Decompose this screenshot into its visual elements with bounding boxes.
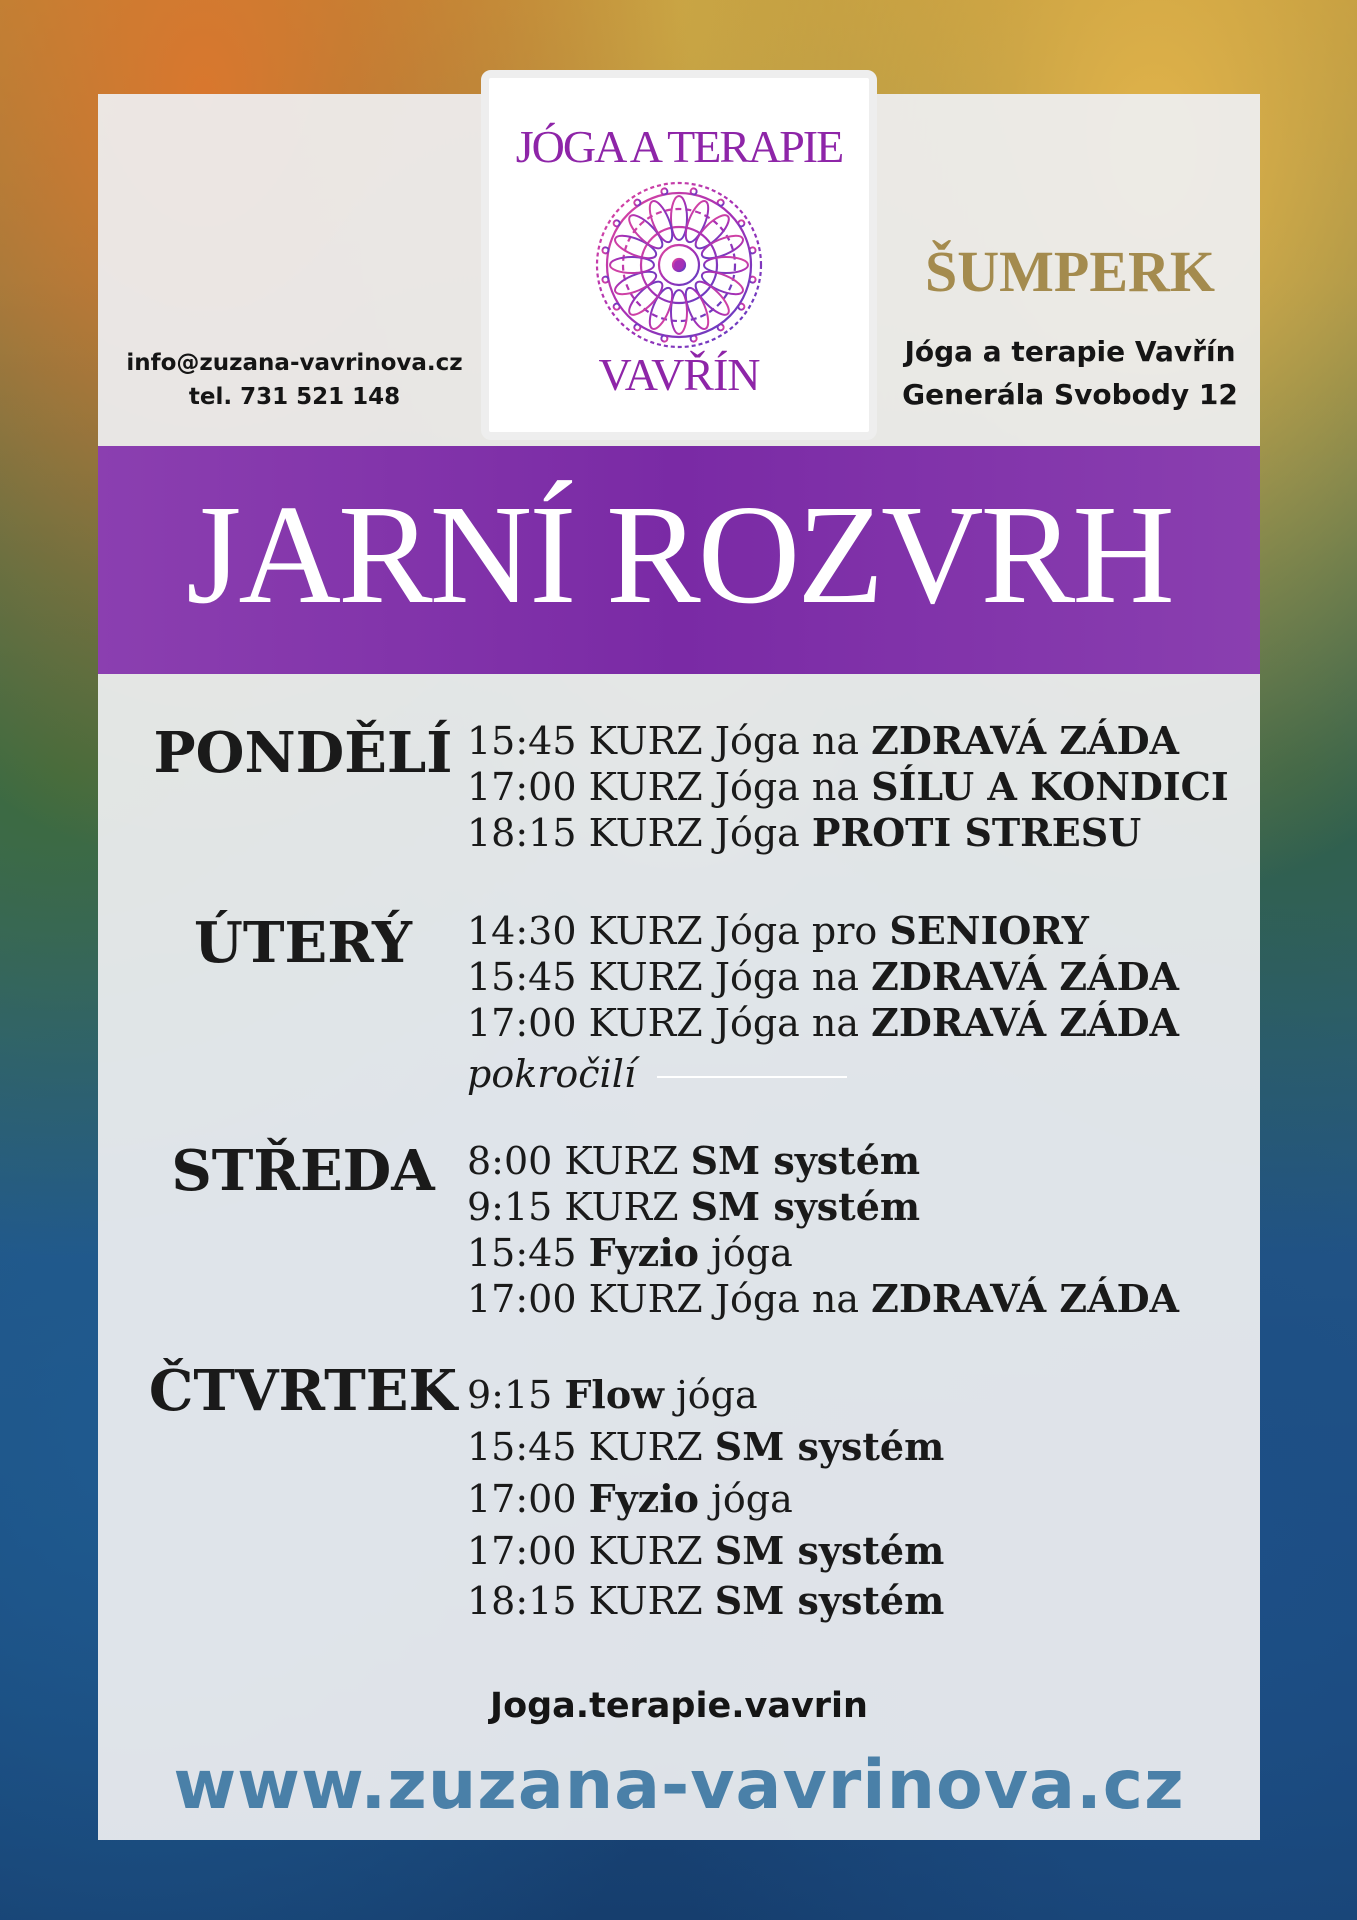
mandala-icon bbox=[592, 178, 766, 352]
day-classes-wednesday bbox=[467, 1138, 1179, 1322]
class-line: 17:00 Fyzio jóga bbox=[467, 1476, 793, 1521]
logo-title: JÓGA A TERAPIE bbox=[515, 121, 843, 172]
class-line: 15:45 KURZ SM systém bbox=[467, 1424, 945, 1469]
day-label-tuesday: ÚTERÝ bbox=[194, 910, 412, 976]
studio-address-block bbox=[870, 330, 1270, 416]
class-line: 17:00 KURZ Jóga na ZDRAVÁ ZÁDA bbox=[467, 1276, 1180, 1321]
class-line: 17:00 KURZ SM systém bbox=[467, 1528, 945, 1573]
studio-name: Jóga a terapie Vavřín bbox=[904, 335, 1236, 368]
class-line: 18:15 KURZ SM systém bbox=[467, 1578, 945, 1623]
class-line: 18:15 KURZ Jóga PROTI STRESU bbox=[467, 810, 1142, 855]
day-classes-monday bbox=[467, 718, 1229, 856]
studio-address: Generála Svobody 12 bbox=[902, 378, 1238, 411]
website-link[interactable]: www.zuzana-vavrinova.cz bbox=[173, 1746, 1185, 1825]
class-note: pokročilí bbox=[467, 1046, 1179, 1096]
class-line: 9:15 KURZ SM systém bbox=[467, 1184, 921, 1229]
class-line: 9:15 Flow jóga bbox=[467, 1372, 758, 1417]
city-name: ŠUMPERK bbox=[925, 239, 1215, 304]
logo-subtitle: VAVŘÍN bbox=[598, 349, 760, 400]
logo bbox=[481, 70, 877, 440]
divider bbox=[657, 1076, 847, 1078]
class-line: 15:45 Fyzio jóga bbox=[467, 1230, 793, 1275]
instagram-handle[interactable]: Joga.terapie.vavrin bbox=[490, 1686, 868, 1726]
class-line: 15:45 KURZ Jóga na ZDRAVÁ ZÁDA bbox=[467, 718, 1180, 763]
day-classes-tuesday bbox=[467, 908, 1179, 1096]
contact-phone[interactable]: tel. 731 521 148 bbox=[188, 384, 401, 410]
day-classes-thursday bbox=[467, 1372, 944, 1628]
class-line: 17:00 KURZ Jóga na ZDRAVÁ ZÁDA bbox=[467, 1000, 1180, 1045]
class-line: 17:00 KURZ Jóga na SÍLU A KONDICI bbox=[467, 764, 1229, 809]
contact-email[interactable]: info@zuzana-vavrinova.cz bbox=[126, 350, 463, 376]
day-label-monday: PONDĚLÍ bbox=[153, 720, 453, 786]
contact-block bbox=[98, 346, 491, 414]
title-banner bbox=[98, 446, 1260, 674]
day-label-thursday: ČTVRTEK bbox=[148, 1358, 458, 1424]
day-label-wednesday: STŘEDA bbox=[171, 1138, 435, 1204]
class-line: 15:45 KURZ Jóga na ZDRAVÁ ZÁDA bbox=[467, 954, 1180, 999]
class-line: 8:00 KURZ SM systém bbox=[467, 1138, 921, 1183]
page-title: JARNÍ ROZVRH bbox=[186, 475, 1172, 633]
class-line: 14:30 KURZ Jóga pro SENIORY bbox=[467, 908, 1089, 953]
